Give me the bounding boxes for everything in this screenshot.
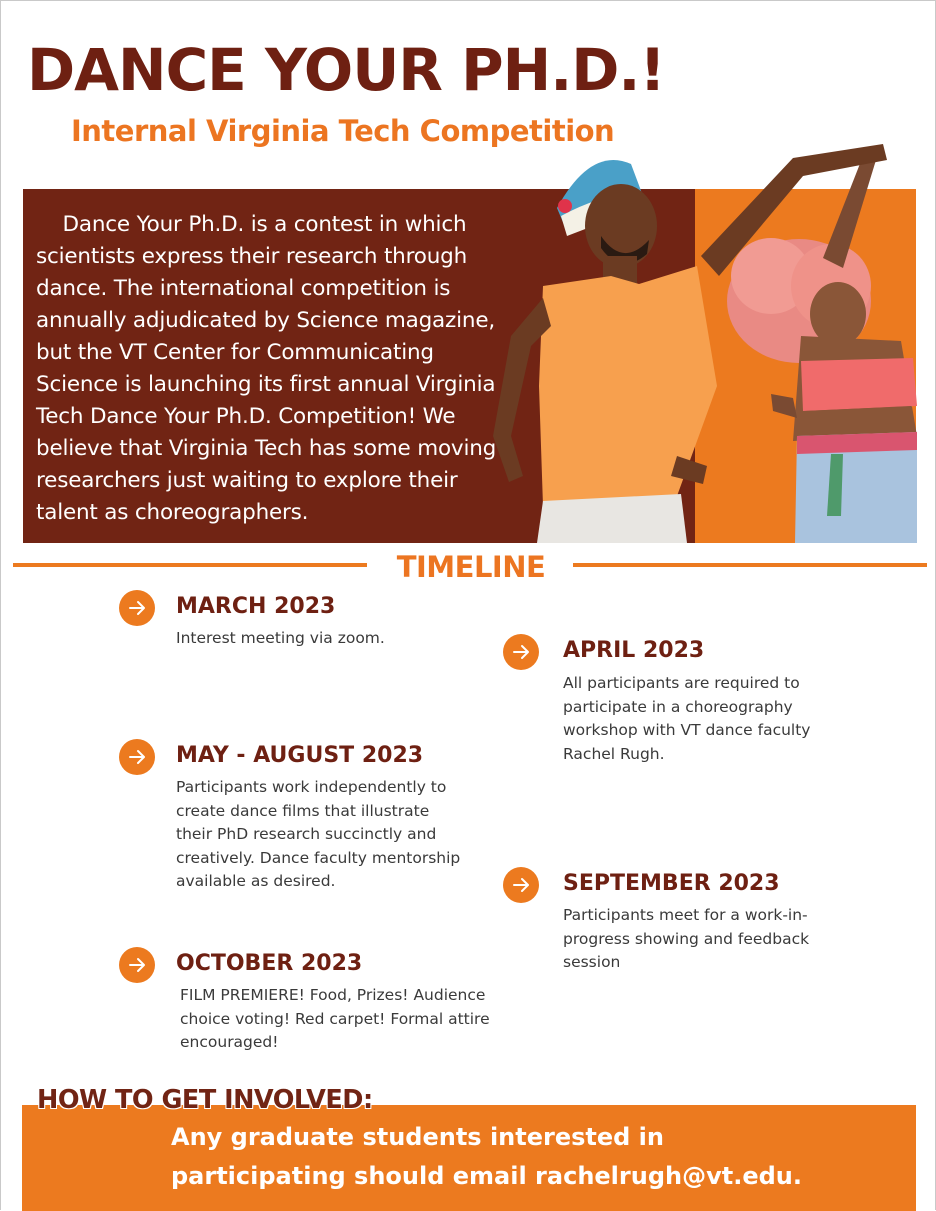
timeline-event-description: All participants are required to participate in a choreography workshop with VT dance faculty Rachel Rugh. — [563, 674, 811, 763]
arrow-right-icon — [119, 739, 155, 775]
timeline-heading: TIMELINE — [396, 550, 546, 584]
involved-heading: HOW TO GET INVOLVED: — [37, 1085, 373, 1115]
arrow-right-icon — [503, 634, 539, 670]
timeline-event-description: Participants meet for a work-in-progress showing and feedback session — [563, 906, 810, 971]
timeline-event-title: SEPTEMBER 2023 — [563, 871, 780, 896]
timeline-event-title: APRIL 2023 — [563, 638, 705, 663]
dancers-photo — [471, 136, 936, 543]
timeline-rule-left — [13, 563, 367, 567]
timeline-event-title: MARCH 2023 — [176, 594, 336, 619]
timeline-event-title: MAY - AUGUST 2023 — [176, 743, 424, 768]
timeline-rule-right — [573, 563, 927, 567]
intro-paragraph — [36, 209, 506, 529]
involved-line-1: Any graduate students interested in — [171, 1123, 664, 1151]
arrow-right-icon — [119, 590, 155, 626]
timeline-event-description: Interest meeting via zoom. — [176, 629, 385, 647]
timeline-event-title: OCTOBER 2023 — [176, 951, 363, 976]
involved-line-2: participating should email rachelrugh@vt.edu. — [171, 1162, 802, 1190]
arrow-right-icon — [119, 947, 155, 983]
page-subtitle: Internal Virginia Tech Competition — [71, 114, 615, 148]
intro-text-strong: first annual — [289, 372, 410, 397]
page-title: DANCE YOUR PH.D.! — [27, 36, 665, 104]
involved-text — [171, 1118, 891, 1196]
arrow-right-icon — [503, 867, 539, 903]
timeline-event-description: Participants work independently to create dance films that illustrate their PhD research succinctly and creatively. Dance faculty mentorship available as desired. — [176, 778, 461, 890]
intro-text-before: Dance Your Ph.D. is a contest in which scientists express their research through dance. The international competition is annually adjudicated by Science magazine, but the VT Center for Communicating Science is launching its — [36, 212, 495, 397]
timeline-event-description: FILM PREMIERE! Food, Prizes! Audience choice voting! Red carpet! Formal attire encouraged! — [180, 986, 490, 1051]
intro-text-after: Virginia Tech Dance Your Ph.D. Competition! We believe that Virginia Tech has some moving researchers just waiting to explore their talent as choreographers. — [36, 372, 497, 525]
